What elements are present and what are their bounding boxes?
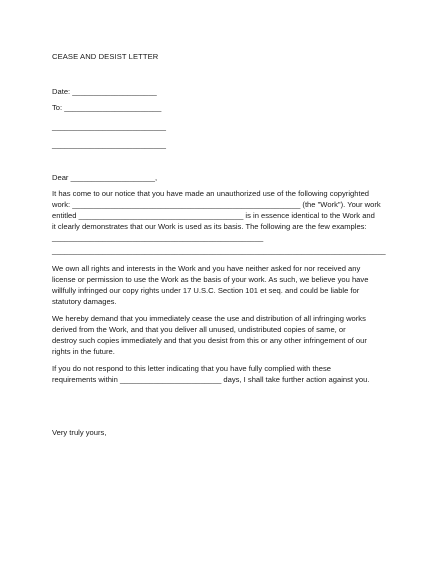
paragraph-line: destroy such copies immediately and that you desist from this or any other infringement of our	[52, 336, 367, 345]
paragraph-line: requirements within ________________________ days, I shall take further action against you.	[52, 375, 370, 384]
address-line: ___________________________	[52, 122, 167, 131]
example-blank-line: __________________________________________________	[52, 233, 264, 242]
paragraph-line: rights in the future.	[52, 347, 115, 356]
address-line: ___________________________	[52, 140, 167, 149]
paragraph-line: entitled _______________________________________ is in essence identical to the Work and	[52, 211, 375, 220]
document-title: CEASE AND DESIST LETTER	[52, 52, 159, 61]
paragraph-line: If you do not respond to this letter indicating that you have fully complied with these	[52, 364, 332, 373]
paragraph-line: We hereby demand that you immediately cease the use and distribution of all infringing works	[52, 314, 366, 323]
paragraph-line: It has come to our notice that you have made an unauthorized use of the following copyrighted	[52, 189, 370, 198]
paragraph-line: license or permission to use the Work as the basis of your work. As such, we believe you have	[52, 275, 369, 284]
paragraph-line: We own all rights and interests in the Work and you have neither asked for nor received any	[52, 264, 361, 273]
greeting: Dear ____________________,	[52, 173, 158, 182]
date-field: Date: ____________________	[52, 87, 157, 96]
recipient-field: To: _______________________	[52, 103, 162, 112]
closing: Very truly yours,	[52, 428, 107, 437]
example-blank-line: _______________________________________________________________________________	[52, 246, 386, 255]
paragraph-line: willfully infringed our copy rights under 17 U.S.C. Section 101 et seq. and could be liable for	[52, 286, 360, 295]
paragraph-line: work: ______________________________________________________ (the "Work"). Your work	[52, 200, 381, 209]
paragraph-line: derived from the Work, and that you deliver all unused, undistributed copies of same, or	[52, 325, 346, 334]
paragraph-line: it clearly demonstrates that our Work is used as its basis. The following are the few examples:	[52, 222, 367, 231]
paragraph-line: statutory damages.	[52, 297, 117, 306]
